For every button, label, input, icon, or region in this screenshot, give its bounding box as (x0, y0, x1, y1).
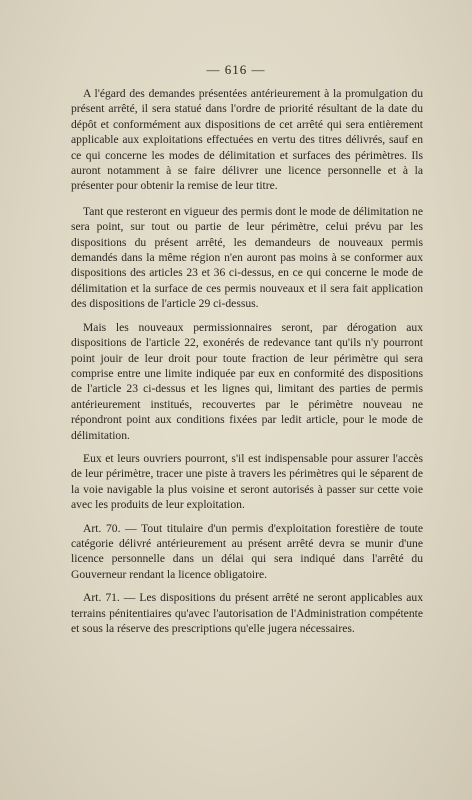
paragraph-article-70: Art. 70. — Tout titulaire d'un permis d'exploitation forestière de toute catégorie délivré antérieurement au présent arrêté devra se munir d'une licence personnelle dans un délai qui sera indiqué dans l'arrêté du Gouverneur rendant la licence obligatoire. (71, 521, 423, 581)
paragraph-article-71: Art. 71. — Les dispositions du présent arrêté ne seront applicables aux terrains pénitentiaires qu'avec l'autorisation de l'Administration compétente et sous la réserve des prescriptions qu'elle jugera nécessaires. (71, 591, 423, 635)
paragraph-prior-requests: A l'égard des demandes présentées antérieurement à la promulgation du présent arrêté, il sera statué dans l'ordre de priorité résultant de la date du dépôt et conformément aux dispositions de cet arrêté qui sera entièrement applicable aux exploitations effectuées en vertu des titres délivrés, sauf en ce qui concerne les modes de délimitation et surfaces des périmètres. Ils auront notamment à se faire délivrer une licence personnelle et à la présenter pour obtenir la remise de leur titre. (71, 87, 423, 193)
page-body (71, 86, 423, 644)
paragraph-access-track: Eux et leurs ouvriers pourront, s'il est indispensable pour assurer l'accès de leur périmètre, tracer une piste à travers les périmètres qui le séparent de la voie navigable la plus voisine et seront autorisés à passer sur cette voie avec les produits de leur exploitation. (71, 451, 423, 512)
paragraph-existing-permits: Tant que resteront en vigueur des permis dont le mode de délimitation ne sera point, sur tout ou partie de leur périmètre, celui prévu par les dispositions du présent arrêté, les demandeurs de nouveaux permis demandés dans la même région n'en auront pas moins à se conformer aux dispositions des articles 23 et 36 ci-dessus, en ce qui concerne le mode de délimitation et la surface de ces permis nouveaux et il sera fait application des dispositions de l'article 29 ci-dessus. (71, 204, 423, 311)
page-number: — 616 — (206, 62, 266, 77)
paragraph-new-permit-holders: Mais les nouveaux permissionnaires seront, par dérogation aux dispositions de l'article 22, exonérés de redevance tant qu'ils n'y pourront point jouir de leur droit pour toute fraction de leur périmètre qui sera comprise entre une limite indiquée par eux en conformité des dispositions de l'article 23 ci-dessus et les lignes qui, limitant des parties de permis antérieurement institués, recouvertes par le périmètre nouveau ne répondront point aux conditions fixées par ledit article, pour le mode de délimitation. (71, 320, 423, 442)
